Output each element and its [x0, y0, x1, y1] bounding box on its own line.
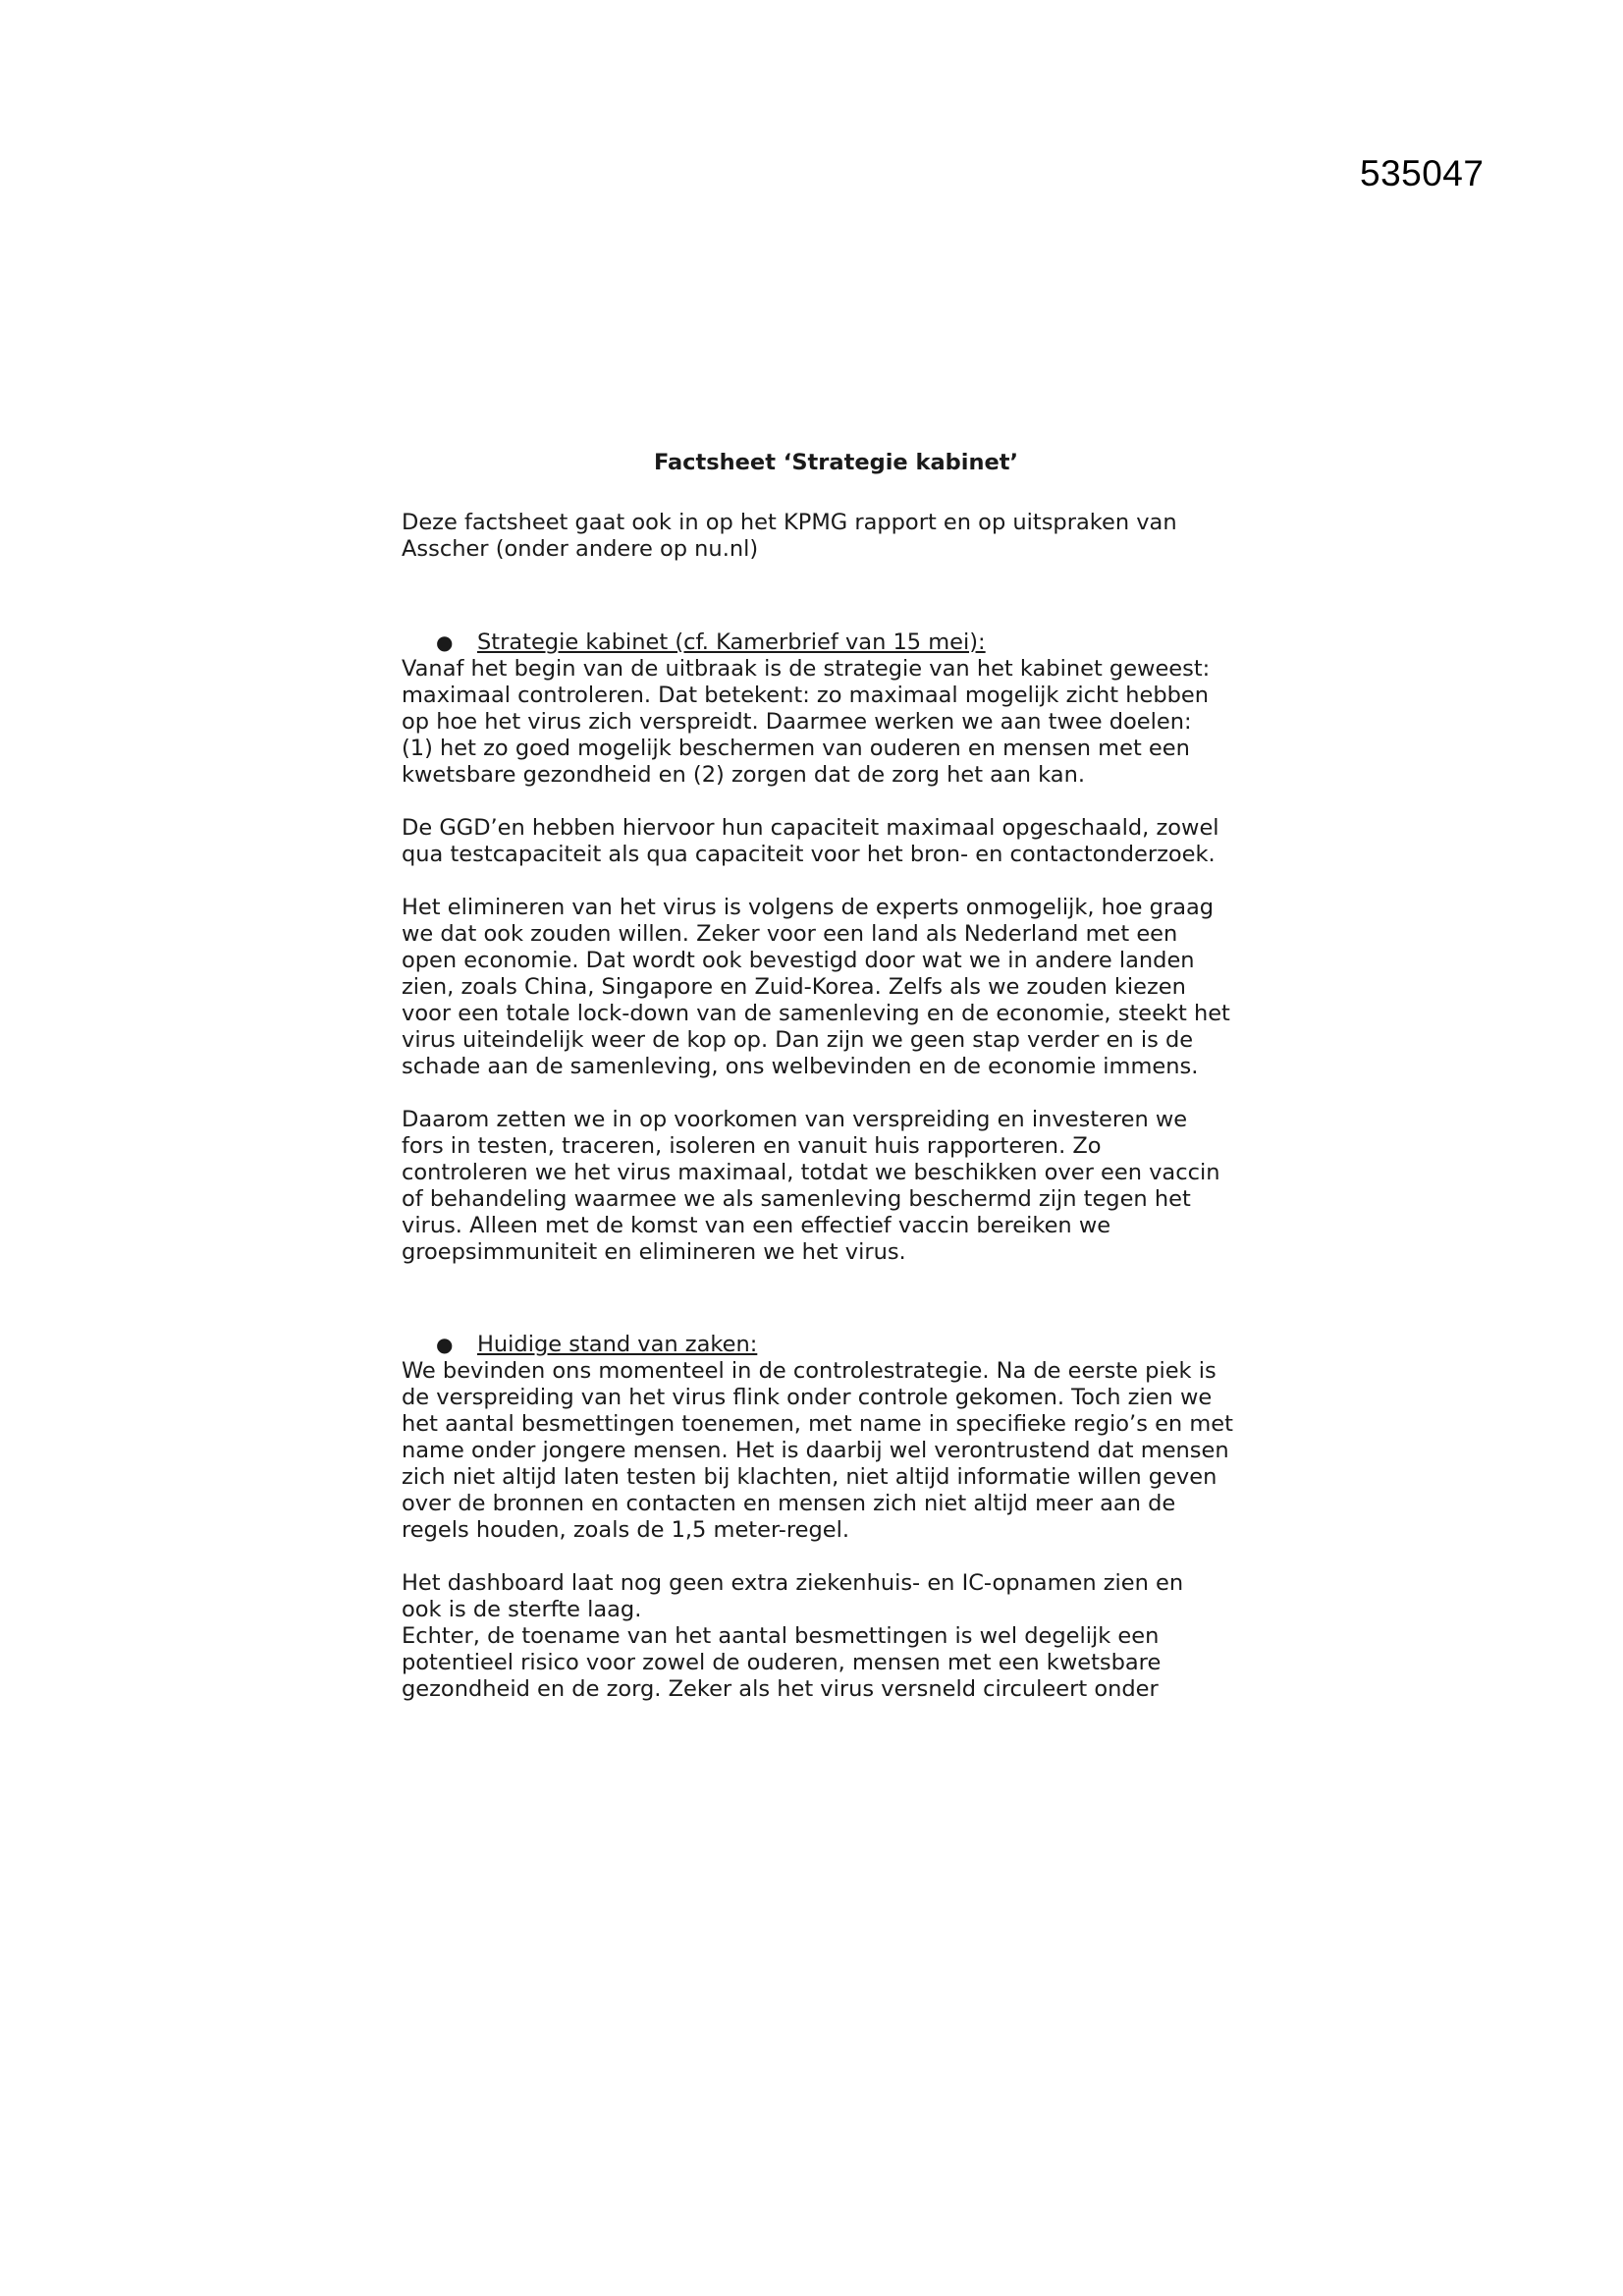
- body-paragraph: [402, 1107, 1266, 1266]
- text-line: We bevinden ons momenteel in de controlestrategie. Na de eerste piek is: [402, 1358, 1217, 1384]
- text-line: zich niet altijd laten testen bij klachten, niet altijd informatie willen geven: [402, 1464, 1217, 1490]
- text-line: de verspreiding van het virus flink onder controle gekomen. Toch zien we: [402, 1385, 1213, 1410]
- text-line: virus. Alleen met de komst van een effectief vaccin bereiken we: [402, 1213, 1111, 1238]
- body-paragraph: [402, 895, 1266, 1080]
- text-line: regels houden, zoals de 1,5 meter-regel.: [402, 1517, 850, 1543]
- body-paragraph: [402, 815, 1266, 868]
- text-line: Vanaf het begin van de uitbraak is de strategie van het kabinet geweest:: [402, 656, 1211, 682]
- bullet-icon: ●: [436, 1333, 454, 1356]
- text-line: of behandeling waarmee we als samenleving beschermd zijn tegen het: [402, 1186, 1191, 1212]
- intro-paragraph: [402, 510, 1266, 563]
- section-strategie-kabinet: [402, 629, 1266, 1266]
- text-line: gezondheid en de zorg. Zeker als het virus versneld circuleert onder: [402, 1676, 1159, 1702]
- text-line: over de bronnen en contacten en mensen zich niet altijd meer aan de: [402, 1491, 1176, 1516]
- text-line: schade aan de samenleving, ons welbevinden en de economie immens.: [402, 1054, 1199, 1079]
- body-paragraph: [402, 1570, 1266, 1623]
- text-line: virus uiteindelijk weer de kop op. Dan zijn we geen stap verder en is de: [402, 1027, 1194, 1053]
- body-paragraph: [402, 1358, 1266, 1544]
- text-line: De GGD’en hebben hiervoor hun capaciteit maximaal opgeschaald, zowel: [402, 815, 1219, 841]
- factsheet-content: [402, 450, 1266, 1729]
- text-line: (1) het zo goed mogelijk beschermen van ouderen en mensen met een: [402, 736, 1190, 761]
- intro-line: Deze factsheet gaat ook in op het KPMG rapport en op uitspraken van: [402, 510, 1177, 535]
- text-line: op hoe het virus zich verspreidt. Daarmee werken we aan twee doelen:: [402, 709, 1192, 735]
- text-line: Het elimineren van het virus is volgens de experts onmogelijk, hoe graag: [402, 895, 1215, 920]
- text-line: maximaal controleren. Dat betekent: zo maximaal mogelijk zicht hebben: [402, 683, 1210, 708]
- text-line: groepsimmuniteit en elimineren we het virus.: [402, 1239, 906, 1265]
- page-title: Factsheet ‘Strategie kabinet’: [653, 450, 1019, 475]
- section-spacer: [402, 1292, 1266, 1332]
- section-heading: [402, 1332, 1266, 1358]
- text-line: controleren we het virus maximaal, totdat we beschikken over een vaccin: [402, 1160, 1220, 1185]
- text-line: zien, zoals China, Singapore en Zuid-Korea. Zelfs als we zouden kiezen: [402, 974, 1186, 1000]
- text-line: open economie. Dat wordt ook bevestigd door wat we in andere landen: [402, 948, 1195, 973]
- bullet-icon: ●: [436, 630, 454, 654]
- text-line: we dat ook zouden willen. Zeker voor een land als Nederland met een: [402, 921, 1178, 947]
- text-line: ook is de sterfte laag.: [402, 1597, 642, 1622]
- body-paragraph: [402, 656, 1266, 789]
- text-line: potentieel risico voor zowel de ouderen, mensen met een kwetsbare: [402, 1650, 1162, 1675]
- intro-line: Asscher (onder andere op nu.nl): [402, 536, 759, 562]
- text-line: qua testcapaciteit als qua capaciteit voor het bron- en contactonderzoek.: [402, 842, 1216, 867]
- section-heading-text: Strategie kabinet (cf. Kamerbrief van 15 mei):: [477, 629, 986, 655]
- text-line: name onder jongere mensen. Het is daarbij wel verontrustend dat mensen: [402, 1438, 1229, 1463]
- text-line: voor een totale lock-down van de samenleving en de economie, steekt het: [402, 1001, 1230, 1026]
- document-number: 535047: [1360, 153, 1485, 193]
- text-line: fors in testen, traceren, isoleren en vanuit huis rapporteren. Zo: [402, 1133, 1102, 1159]
- body-paragraph: [402, 1623, 1266, 1703]
- text-line: Daarom zetten we in op voorkomen van verspreiding en investeren we: [402, 1107, 1188, 1132]
- section-heading: [402, 629, 1266, 656]
- section-huidige-stand: [402, 1332, 1266, 1703]
- section-heading-text: Huidige stand van zaken:: [477, 1332, 758, 1357]
- text-line: het aantal besmettingen toenemen, met name in specifieke regio’s en met: [402, 1411, 1233, 1437]
- text-line: Het dashboard laat nog geen extra ziekenhuis- en IC-opnamen zien en: [402, 1570, 1184, 1596]
- text-line: Echter, de toename van het aantal besmettingen is wel degelijk een: [402, 1623, 1160, 1649]
- text-line: kwetsbare gezondheid en (2) zorgen dat de zorg het aan kan.: [402, 762, 1086, 788]
